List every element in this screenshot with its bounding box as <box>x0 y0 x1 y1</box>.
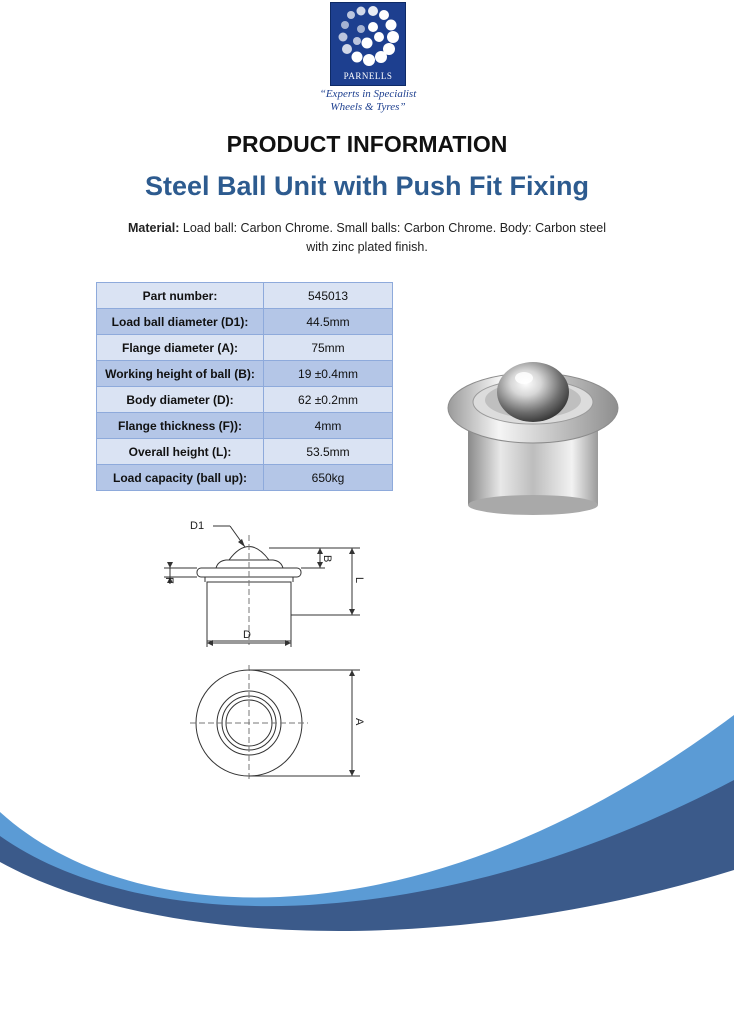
material-text: Load ball: Carbon Chrome. Small balls: Carbon Chrome. Body: Carbon steel with zinc plated finish. <box>182 221 607 254</box>
spec-label: Working height of ball (B): <box>97 361 264 387</box>
material-label: Material: <box>127 221 180 235</box>
label-d1: D1 <box>190 520 205 532</box>
spec-label: Flange thickness (F)): <box>97 413 264 439</box>
label-f: F <box>163 577 175 584</box>
spec-label: Load ball diameter (D1): <box>97 309 264 335</box>
spec-label: Body diameter (D): <box>97 387 264 413</box>
page-heading: PRODUCT INFORMATION <box>226 131 508 157</box>
spec-label: Overall height (L): <box>97 439 264 465</box>
spec-value: 53.5mm <box>264 439 393 465</box>
label-d: D <box>243 629 251 641</box>
spec-value: 44.5mm <box>264 309 393 335</box>
spec-value: 4mm <box>264 413 393 439</box>
label-a: A <box>353 718 365 726</box>
spec-label: Part number: <box>97 283 264 309</box>
spec-value: 19 ±0.4mm <box>264 361 393 387</box>
spec-label: Load capacity (ball up): <box>97 465 264 491</box>
label-l: L <box>353 577 365 584</box>
tagline-line-1: “Experts in Specialist <box>319 88 417 100</box>
label-b: B <box>321 555 333 563</box>
spec-label: Flange diameter (A): <box>97 335 264 361</box>
tagline-line-2: Wheels & Tyres” <box>330 101 406 113</box>
spec-value: 75mm <box>264 335 393 361</box>
product-title: Steel Ball Unit with Push Fit Fixing <box>144 171 590 201</box>
logo-brand-name: PARNELLS <box>343 71 393 81</box>
spec-value: 62 ±0.2mm <box>264 387 393 413</box>
spec-value: 650kg <box>264 465 393 491</box>
spec-value: 545013 <box>264 283 393 309</box>
